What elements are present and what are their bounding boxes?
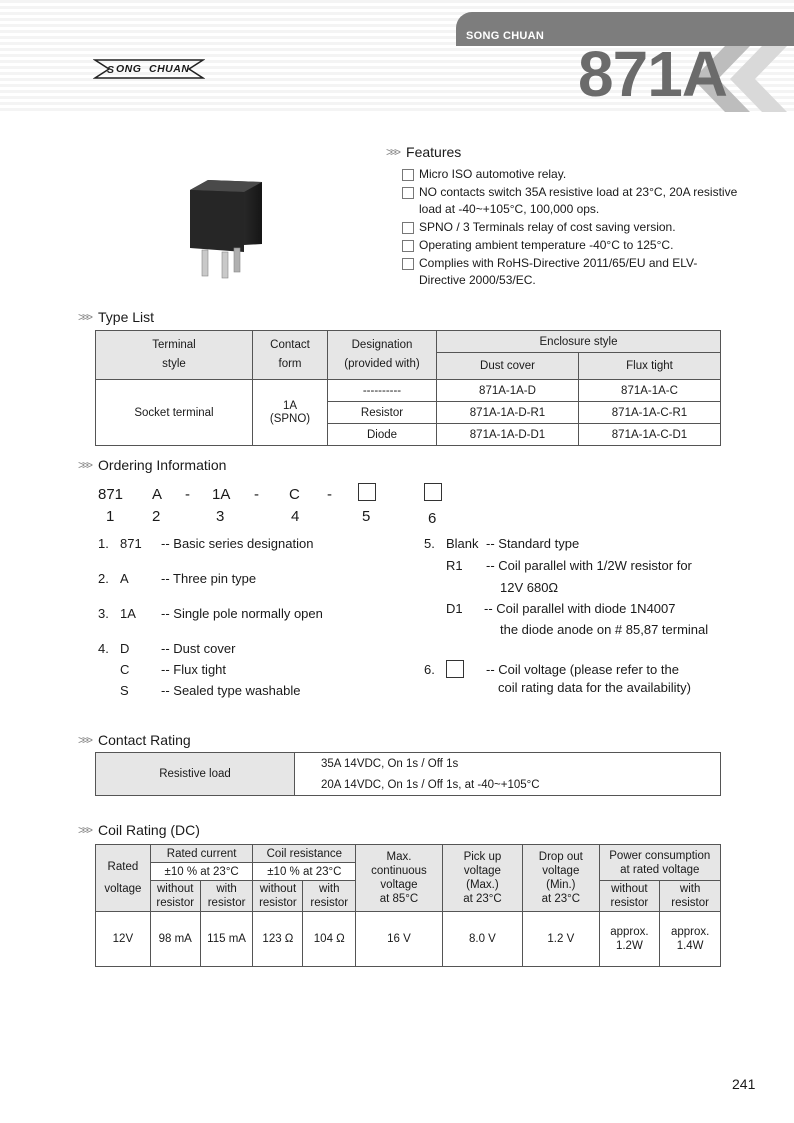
features-list — [402, 166, 742, 290]
logo-text-right: CHUAN — [149, 63, 190, 75]
checkbox-icon — [402, 240, 414, 252]
ordering-title: Ordering Information — [98, 457, 227, 473]
coil-resistance-tolerance: ±10 % at 23°C — [253, 863, 356, 881]
max-voltage-cell: 16 V — [356, 912, 443, 967]
type-list-title: Type List — [98, 309, 155, 325]
designation-cell: Diode — [328, 424, 437, 446]
header-pick-up: Pick up voltage (Max.) at 23°C — [442, 845, 522, 912]
header-with-resistor: with resistor — [660, 881, 721, 912]
model-title: 871A — [578, 38, 727, 110]
header-without-resistor: without resistor — [599, 881, 660, 912]
code-box-6 — [424, 483, 442, 501]
code-separator: - — [185, 486, 190, 503]
dust-cover-cell: 871A-1A-D-D1 — [437, 424, 579, 446]
pick-up-cell: 8.0 V — [442, 912, 522, 967]
contact-rating-table — [95, 752, 721, 796]
code-digit: 2 — [152, 508, 161, 525]
ordering-heading — [78, 457, 226, 473]
designation-cell: ---------- — [328, 380, 437, 402]
coil-rating-title: Coil Rating (DC) — [98, 822, 200, 838]
checkbox-icon — [402, 258, 414, 270]
header-without-resistor: without resistor — [253, 881, 303, 912]
flux-tight-cell: 871A-1A-C-D1 — [579, 424, 721, 446]
resistive-load-label: Resistive load — [96, 753, 295, 796]
features-title: Features — [406, 144, 462, 160]
double-chevron-icon: >>> — [386, 145, 399, 159]
dust-cover-cell: 871A-1A-D — [437, 380, 579, 402]
code-separator: - — [254, 486, 259, 503]
brand-label: SONG CHUAN — [466, 30, 545, 42]
checkbox-icon — [402, 169, 414, 181]
header-flux-tight: Flux tight — [579, 353, 721, 380]
header-drop-out: Drop out voltage (Min.) at 23°C — [523, 845, 599, 912]
checkbox-icon — [402, 187, 414, 199]
header-with-resistor: with resistor — [303, 881, 356, 912]
contact-rating-line: 35A 14VDC, On 1s / Off 1s — [295, 753, 721, 775]
code-separator: - — [327, 486, 332, 503]
feature-item: Micro ISO automotive relay. — [402, 166, 742, 183]
code-digit: 3 — [216, 508, 225, 525]
current-without-cell: 98 mA — [150, 912, 200, 967]
code-digit: 5 — [362, 508, 371, 525]
resistance-without-cell: 123 Ω — [253, 912, 303, 967]
type-list-heading — [78, 309, 154, 325]
svg-text:S: S — [107, 64, 115, 76]
code-part: A — [152, 486, 163, 503]
header-designation: Designation (provided with) — [328, 331, 437, 380]
code-box-5 — [358, 483, 376, 501]
header-terminal: Terminal style — [96, 331, 253, 380]
feature-item: SPNO / 3 Terminals relay of cost saving version. — [402, 219, 742, 236]
power-with-cell: approx. 1.4W — [660, 912, 721, 967]
coil-rating-table — [95, 844, 721, 967]
flux-tight-cell: 871A-1A-C-R1 — [579, 402, 721, 424]
rated-voltage-cell: 12V — [96, 912, 151, 967]
header-without-resistor: without resistor — [150, 881, 200, 912]
code-part: 1A — [212, 486, 231, 503]
coil-voltage-box — [446, 660, 464, 678]
header-dust-cover: Dust cover — [437, 353, 579, 380]
contact-rating-heading — [78, 732, 191, 748]
current-with-cell: 115 mA — [200, 912, 253, 967]
coil-rating-heading — [78, 822, 200, 838]
dust-cover-cell: 871A-1A-D-R1 — [437, 402, 579, 424]
header-coil-resistance: Coil resistance — [253, 845, 356, 863]
double-chevron-icon: >>> — [78, 310, 91, 324]
feature-item: Operating ambient temperature -40°C to 125°C. — [402, 237, 742, 254]
designation-cell: Resistor — [328, 402, 437, 424]
double-chevron-icon: >>> — [78, 458, 91, 472]
resistance-with-cell: 104 Ω — [303, 912, 356, 967]
header-enclosure: Enclosure style — [437, 331, 721, 353]
feature-item: Complies with RoHS-Directive 2011/65/EU and ELV-Directive 2000/53/EC. — [402, 255, 742, 289]
page-number: 241 — [732, 1076, 756, 1092]
code-digit: 1 — [106, 508, 115, 525]
power-without-cell: approx. 1.2W — [599, 912, 660, 967]
table-row — [96, 912, 721, 967]
double-chevron-icon: >>> — [78, 823, 91, 837]
contact-rating-title: Contact Rating — [98, 732, 191, 748]
relay-image — [186, 178, 266, 284]
checkbox-icon — [402, 222, 414, 234]
drop-out-cell: 1.2 V — [523, 912, 599, 967]
code-part: C — [289, 486, 300, 503]
song-chuan-logo — [93, 56, 205, 87]
contact-value: 1A (SPNO) — [253, 380, 328, 446]
double-chevron-icon: >>> — [78, 733, 91, 747]
features-heading — [386, 144, 461, 160]
header-max-voltage: Max. continuous voltage at 85°C — [356, 845, 443, 912]
header-with-resistor: with resistor — [200, 881, 253, 912]
table-row — [96, 380, 721, 402]
rated-current-tolerance: ±10 % at 23°C — [150, 863, 253, 881]
code-digit: 4 — [291, 508, 300, 525]
type-list-table — [95, 330, 721, 446]
logo-text-left: ONG — [116, 63, 142, 75]
contact-rating-line: 20A 14VDC, On 1s / Off 1s, at -40~+105°C — [295, 774, 721, 796]
terminal-value: Socket terminal — [96, 380, 253, 446]
header-rated-current: Rated current — [150, 845, 253, 863]
code-digit: 6 — [428, 510, 437, 527]
header-rated-voltage: Rated voltage — [96, 845, 151, 912]
feature-item: NO contacts switch 35A resistive load at 23°C, 20A resistive load at -40~+105°C, 100,000 ops. — [402, 184, 742, 218]
header-power-consumption: Power consumption at rated voltage — [599, 845, 720, 881]
flux-tight-cell: 871A-1A-C — [579, 380, 721, 402]
header-contact: Contact form — [253, 331, 328, 380]
code-part: 871 — [98, 486, 124, 503]
